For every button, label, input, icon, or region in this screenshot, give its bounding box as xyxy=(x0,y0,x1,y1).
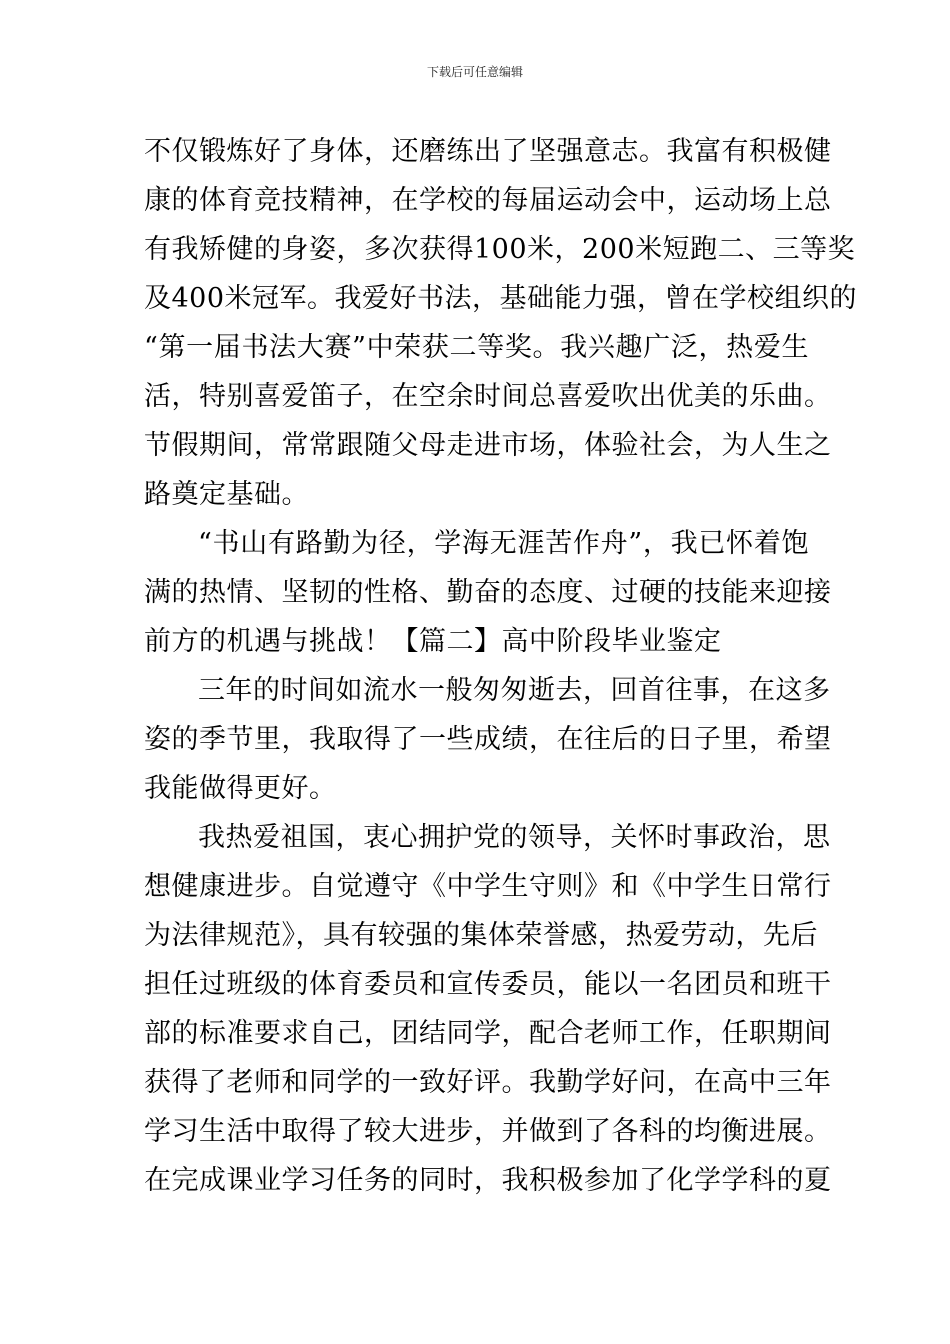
text-line: “书山有路勤为径，学海无涯苦作舟”，我已怀着饱 xyxy=(198,528,809,559)
text-line: 姿的季节里，我取得了一些成绩，在往后的日子里，希望 xyxy=(144,724,832,755)
text-line: 不仅锻炼好了身体，还磨练出了坚强意志。我富有积极健 xyxy=(144,136,832,167)
text-line: 在完成课业学习任务的同时，我积极参加了化学学科的夏 xyxy=(144,1165,832,1196)
text-line: 我能做得更好。 xyxy=(144,773,337,804)
text-line: 部的标准要求自己，团结同学，配合老师工作，任职期间 xyxy=(144,1018,832,1049)
text-line: 担任过班级的体育委员和宣传委员，能以一名团员和班干 xyxy=(144,969,832,1000)
text-line: 想健康进步。自觉遵守《中学生守则》和《中学生日常行 xyxy=(144,871,832,902)
text-line: 为法律规范》，具有较强的集体荣誉感，热爱劳动，先后 xyxy=(144,920,818,951)
text-line: 及400米冠军。我爱好书法，基础能力强，曾在学校组织的 xyxy=(144,283,858,314)
text-line: 节假期间，常常跟随父母走进市场，体验社会，为人生之 xyxy=(144,430,832,461)
text-line: 学习生活中取得了较大进步，并做到了各科的均衡进展。 xyxy=(144,1116,832,1147)
text-line: 康的体育竞技精神，在学校的每届运动会中，运动场上总 xyxy=(144,185,832,216)
text-line: 路奠定基础。 xyxy=(144,479,309,510)
text-line: 满的热情、坚韧的性格、勤奋的态度、过硬的技能来迎接 xyxy=(144,577,832,608)
text-line: 有我矫健的身姿，多次获得100米，200米短跑二、三等奖 xyxy=(144,234,856,265)
text-line: 三年的时间如流水一般匆匆逝去，回首往事，在这多 xyxy=(198,675,831,706)
document-body xyxy=(144,127,858,1205)
text-line: 我热爱祖国，衷心拥护党的领导，关怀时事政治，思 xyxy=(198,822,831,853)
text-line: 活，特别喜爱笛子，在空余时间总喜爱吹出优美的乐曲。 xyxy=(144,381,832,412)
text-line: “第一届书法大赛”中荣获二等奖。我兴趣广泛，热爱生 xyxy=(144,332,809,363)
page-header: 下载后可任意编辑 xyxy=(426,65,523,79)
text-line: 前方的机遇与挑战！【篇二】高中阶段毕业鉴定 xyxy=(144,626,722,657)
text-line: 获得了老师和同学的一致好评。我勤学好问，在高中三年 xyxy=(144,1067,832,1098)
